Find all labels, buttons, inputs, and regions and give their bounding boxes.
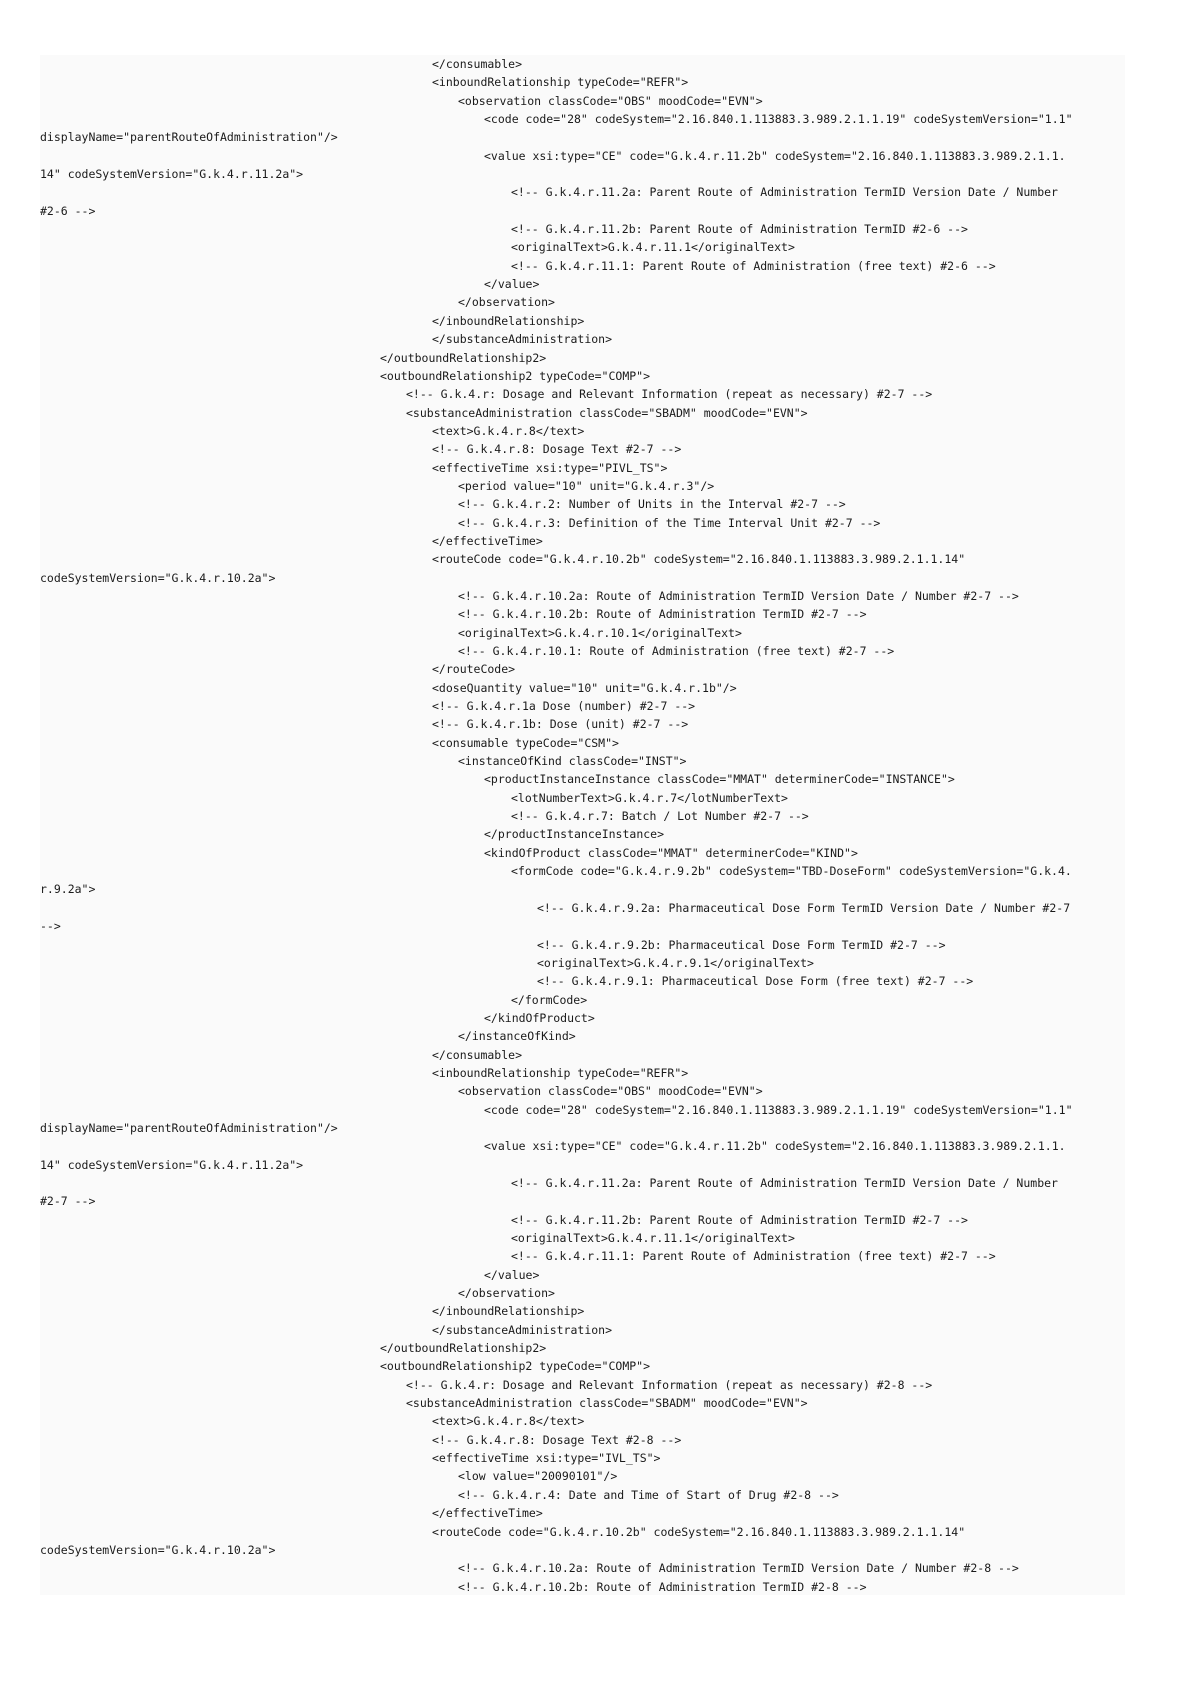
- code-line: [40, 1467, 1125, 1485]
- code-line-text: </productInstanceInstance>: [484, 827, 665, 842]
- code-line: [40, 220, 1125, 238]
- code-line-text: <formCode code="G.k.4.r.9.2b" codeSystem="TBD-DoseForm" codeSystemVersion="G.k.4.: [511, 864, 1072, 879]
- code-line: [40, 422, 1125, 440]
- code-line: [40, 1101, 1125, 1119]
- code-line: [40, 1156, 1125, 1174]
- code-line: [40, 569, 1125, 587]
- code-line-text: <!-- G.k.4.r.11.2a: Parent Route of Administration TermID Version Date / Number: [511, 1175, 1058, 1190]
- code-line-text: -->: [40, 919, 61, 934]
- code-line-text: <productInstanceInstance classCode="MMAT" determinerCode="INSTANCE">: [484, 772, 955, 787]
- code-line: [40, 1229, 1125, 1247]
- code-line-text: <!-- G.k.4.r.10.2b: Route of Administration TermID #2-7 -->: [458, 607, 867, 622]
- code-line-text: </outboundRelationship2>: [380, 350, 547, 365]
- code-line-text: <!-- G.k.4.r.9.2a: Pharmaceutical Dose Form TermID Version Date / Number #2-7: [537, 900, 1071, 915]
- code-line-text: <!-- G.k.4.r.1b: Dose (unit) #2-7 -->: [432, 717, 689, 732]
- code-line-text: <outboundRelationship2 typeCode="COMP">: [380, 368, 651, 383]
- code-line: [40, 110, 1125, 128]
- code-line: [40, 1137, 1125, 1155]
- code-line: [40, 293, 1125, 311]
- code-line-text: </observation>: [458, 1286, 555, 1301]
- code-line: [40, 587, 1125, 605]
- code-line-text: <originalText>G.k.4.r.10.1</originalText>: [458, 625, 742, 640]
- code-line: [40, 1082, 1125, 1100]
- code-line-text: </effectiveTime>: [432, 1506, 543, 1521]
- code-line-text: <inboundRelationship typeCode="REFR">: [432, 75, 689, 90]
- code-line: [40, 1027, 1125, 1045]
- code-line-text: <originalText>G.k.4.r.11.1</originalText>: [511, 1231, 795, 1245]
- code-line-text: <originalText>G.k.4.r.11.1</originalText>: [511, 240, 795, 255]
- code-line: [40, 550, 1125, 568]
- code-line: [40, 825, 1125, 843]
- code-line: [40, 862, 1125, 880]
- code-line: [40, 459, 1125, 477]
- code-line: [40, 1046, 1125, 1064]
- code-line-text: <routeCode code="G.k.4.r.10.2b" codeSystem="2.16.840.1.113883.3.989.2.1.1.14": [432, 1524, 966, 1539]
- code-line-text: </inboundRelationship>: [432, 1304, 585, 1319]
- code-line-text: <consumable typeCode="CSM">: [432, 735, 619, 750]
- code-line: [40, 1559, 1125, 1577]
- code-line: [40, 991, 1125, 1009]
- code-line: [40, 1523, 1125, 1541]
- code-line-text: <!-- G.k.4.r.10.2b: Route of Administration TermID #2-8 -->: [458, 1579, 867, 1594]
- code-line: [40, 92, 1125, 110]
- code-line: [40, 1247, 1125, 1265]
- code-line-text: <!-- G.k.4.r.3: Definition of the Time Interval Unit #2-7 -->: [458, 515, 881, 530]
- code-line: [40, 275, 1125, 293]
- code-line: [40, 330, 1125, 348]
- code-line-text: <!-- G.k.4.r.10.1: Route of Administration (free text) #2-7 -->: [458, 644, 895, 658]
- code-line-text: <observation classCode="OBS" moodCode="EVN">: [458, 93, 763, 108]
- code-line-text: <low value="20090101"/>: [458, 1469, 618, 1484]
- code-line: [40, 495, 1125, 513]
- code-line: [40, 1211, 1125, 1229]
- code-line-text: displayName="parentRouteOfAdministration"/>: [40, 1120, 338, 1135]
- code-line-text: <!-- G.k.4.r.11.2b: Parent Route of Administration TermID #2-6 -->: [511, 222, 968, 237]
- document-page: [40, 55, 1125, 1595]
- code-line: [40, 128, 1125, 146]
- code-line: [40, 660, 1125, 678]
- code-line: [40, 1302, 1125, 1320]
- code-line: [40, 55, 1125, 73]
- code-line-text: <!-- G.k.4.r.1a Dose (number) #2-7 -->: [432, 699, 696, 714]
- code-line: [40, 899, 1125, 917]
- code-line-text: </kindOfProduct>: [484, 1010, 595, 1025]
- code-line: [40, 679, 1125, 697]
- xml-code-listing: [40, 55, 1125, 1595]
- code-line-text: <code code="28" codeSystem="2.16.840.1.113883.3.989.2.1.1.19" codeSystemVersion="1.1": [484, 112, 1073, 127]
- code-line-text: <!-- G.k.4.r.8: Dosage Text #2-8 -->: [432, 1432, 682, 1447]
- code-line-text: <lotNumberText>G.k.4.r.7</lotNumberText>: [511, 790, 788, 805]
- code-line-text: <text>G.k.4.r.8</text>: [432, 1414, 585, 1429]
- code-line-text: #2-7 -->: [40, 1194, 96, 1209]
- code-line-text: <!-- G.k.4.r.11.1: Parent Route of Administration (free text) #2-6 -->: [511, 258, 996, 273]
- code-line-text: </value>: [484, 277, 540, 292]
- code-line: [40, 73, 1125, 91]
- code-line: [40, 257, 1125, 275]
- code-line-text: </value>: [484, 1267, 540, 1282]
- code-line-text: </outboundRelationship2>: [380, 1341, 547, 1356]
- code-line-text: <!-- G.k.4.r.10.2a: Route of Administration TermID Version Date / Number #2-7 -->: [458, 588, 1019, 603]
- code-line-text: <!-- G.k.4.r: Dosage and Relevant Information (repeat as necessary) #2-7 -->: [406, 387, 933, 402]
- code-line-text: <!-- G.k.4.r.11.2b: Parent Route of Administration TermID #2-7 -->: [511, 1212, 968, 1227]
- code-line: [40, 1339, 1125, 1357]
- code-line-text: <period value="10" unit="G.k.4.r.3"/>: [458, 478, 715, 493]
- code-line-text: <kindOfProduct classCode="MMAT" determinerCode="KIND">: [484, 845, 858, 860]
- code-line-text: 14" codeSystemVersion="G.k.4.r.11.2a">: [40, 1157, 304, 1172]
- code-line-text: <effectiveTime xsi:type="PIVL_TS">: [432, 460, 668, 475]
- code-line-text: <!-- G.k.4.r.9.2b: Pharmaceutical Dose Form TermID #2-7 -->: [537, 937, 946, 952]
- code-line-text: <outboundRelationship2 typeCode="COMP">: [380, 1359, 651, 1374]
- code-line: [40, 367, 1125, 385]
- code-line-text: </effectiveTime>: [432, 533, 543, 548]
- code-line-text: <routeCode code="G.k.4.r.10.2b" codeSystem="2.16.840.1.113883.3.989.2.1.1.14": [432, 552, 966, 567]
- code-line: [40, 1486, 1125, 1504]
- code-line-text: #2-6 -->: [40, 203, 96, 218]
- code-line: [40, 1394, 1125, 1412]
- code-line-text: <instanceOfKind classCode="INST">: [458, 754, 687, 769]
- code-line-text: </observation>: [458, 295, 555, 310]
- code-line-text: </substanceAdministration>: [432, 332, 613, 347]
- code-line: [40, 1266, 1125, 1284]
- code-line: [40, 605, 1125, 623]
- code-line: [40, 477, 1125, 495]
- code-line-text: <inboundRelationship typeCode="REFR">: [432, 1065, 689, 1080]
- code-line-text: <observation classCode="OBS" moodCode="EVN">: [458, 1084, 763, 1099]
- code-line: [40, 880, 1125, 898]
- code-line: [40, 1357, 1125, 1375]
- code-line-text: <substanceAdministration classCode="SBADM" moodCode="EVN">: [406, 405, 808, 420]
- code-line-text: </formCode>: [511, 992, 588, 1007]
- code-line-text: <!-- G.k.4.r: Dosage and Relevant Information (repeat as necessary) #2-8 -->: [406, 1377, 933, 1392]
- code-line: [40, 1376, 1125, 1394]
- code-line: [40, 1449, 1125, 1467]
- code-line-text: <code code="28" codeSystem="2.16.840.1.113883.3.989.2.1.1.19" codeSystemVersion="1.1": [484, 1102, 1073, 1117]
- code-line: [40, 1504, 1125, 1522]
- code-line: [40, 238, 1125, 256]
- code-line: [40, 1192, 1125, 1210]
- code-line: [40, 752, 1125, 770]
- code-line: [40, 1119, 1125, 1137]
- code-line-text: <value xsi:type="CE" code="G.k.4.r.11.2b" codeSystem="2.16.840.1.113883.3.989.2.1.1.: [484, 1139, 1066, 1154]
- code-line: [40, 1174, 1125, 1192]
- code-line: [40, 1431, 1125, 1449]
- code-line-text: </inboundRelationship>: [432, 313, 585, 328]
- code-line: [40, 202, 1125, 220]
- code-line: [40, 1064, 1125, 1082]
- code-line-text: codeSystemVersion="G.k.4.r.10.2a">: [40, 570, 276, 585]
- code-line-text: <!-- G.k.4.r.2: Number of Units in the Interval #2-7 -->: [458, 497, 846, 512]
- code-line-text: </consumable>: [432, 57, 523, 71]
- code-line: [40, 697, 1125, 715]
- code-line-text: <!-- G.k.4.r.8: Dosage Text #2-7 -->: [432, 442, 682, 457]
- code-line: [40, 514, 1125, 532]
- code-line: [40, 1412, 1125, 1430]
- code-line: [40, 789, 1125, 807]
- code-line-text: r.9.2a">: [40, 882, 96, 897]
- code-line-text: <!-- G.k.4.r.7: Batch / Lot Number #2-7 -->: [511, 809, 809, 824]
- code-line: [40, 936, 1125, 954]
- code-line-text: <!-- G.k.4.r.11.2a: Parent Route of Administration TermID Version Date / Number: [511, 185, 1058, 200]
- code-line: [40, 404, 1125, 422]
- code-line: [40, 532, 1125, 550]
- code-line: [40, 844, 1125, 862]
- code-line-text: 14" codeSystemVersion="G.k.4.r.11.2a">: [40, 167, 304, 182]
- code-line: [40, 1321, 1125, 1339]
- code-line-text: </substanceAdministration>: [432, 1322, 613, 1337]
- code-line: [40, 807, 1125, 825]
- code-line: [40, 715, 1125, 733]
- code-line-text: displayName="parentRouteOfAdministration"/>: [40, 130, 338, 145]
- code-line-text: <!-- G.k.4.r.11.1: Parent Route of Administration (free text) #2-7 -->: [511, 1249, 996, 1264]
- code-line-text: <substanceAdministration classCode="SBADM" moodCode="EVN">: [406, 1396, 808, 1411]
- code-line: [40, 1541, 1125, 1559]
- code-line: [40, 183, 1125, 201]
- code-line: [40, 770, 1125, 788]
- code-line-text: codeSystemVersion="G.k.4.r.10.2a">: [40, 1542, 276, 1557]
- code-line: [40, 1009, 1125, 1027]
- code-line: [40, 1284, 1125, 1302]
- code-line-text: <text>G.k.4.r.8</text>: [432, 423, 585, 438]
- code-line: [40, 165, 1125, 183]
- code-line: [40, 1578, 1125, 1595]
- code-line-text: <value xsi:type="CE" code="G.k.4.r.11.2b" codeSystem="2.16.840.1.113883.3.989.2.1.1.: [484, 148, 1066, 163]
- code-line: [40, 734, 1125, 752]
- code-line: [40, 624, 1125, 642]
- code-line: [40, 440, 1125, 458]
- code-line: [40, 972, 1125, 990]
- code-line-text: <doseQuantity value="10" unit="G.k.4.r.1b"/>: [432, 680, 737, 695]
- code-line-text: <originalText>G.k.4.r.9.1</originalText>: [537, 955, 814, 970]
- code-line-text: </consumable>: [432, 1047, 523, 1062]
- code-line: [40, 147, 1125, 165]
- code-line: [40, 349, 1125, 367]
- code-line-text: </routeCode>: [432, 662, 516, 677]
- code-line: [40, 954, 1125, 972]
- code-line: [40, 917, 1125, 935]
- code-line-text: </instanceOfKind>: [458, 1029, 576, 1044]
- code-line: [40, 642, 1125, 660]
- code-line-text: <!-- G.k.4.r.9.1: Pharmaceutical Dose Form (free text) #2-7 -->: [537, 974, 974, 989]
- code-line-text: <!-- G.k.4.r.4: Date and Time of Start of Drug #2-8 -->: [458, 1487, 839, 1502]
- code-line: [40, 385, 1125, 403]
- code-line-text: <!-- G.k.4.r.10.2a: Route of Administration TermID Version Date / Number #2-8 -->: [458, 1561, 1019, 1576]
- code-line-text: <effectiveTime xsi:type="IVL_TS">: [432, 1451, 661, 1466]
- code-line: [40, 312, 1125, 330]
